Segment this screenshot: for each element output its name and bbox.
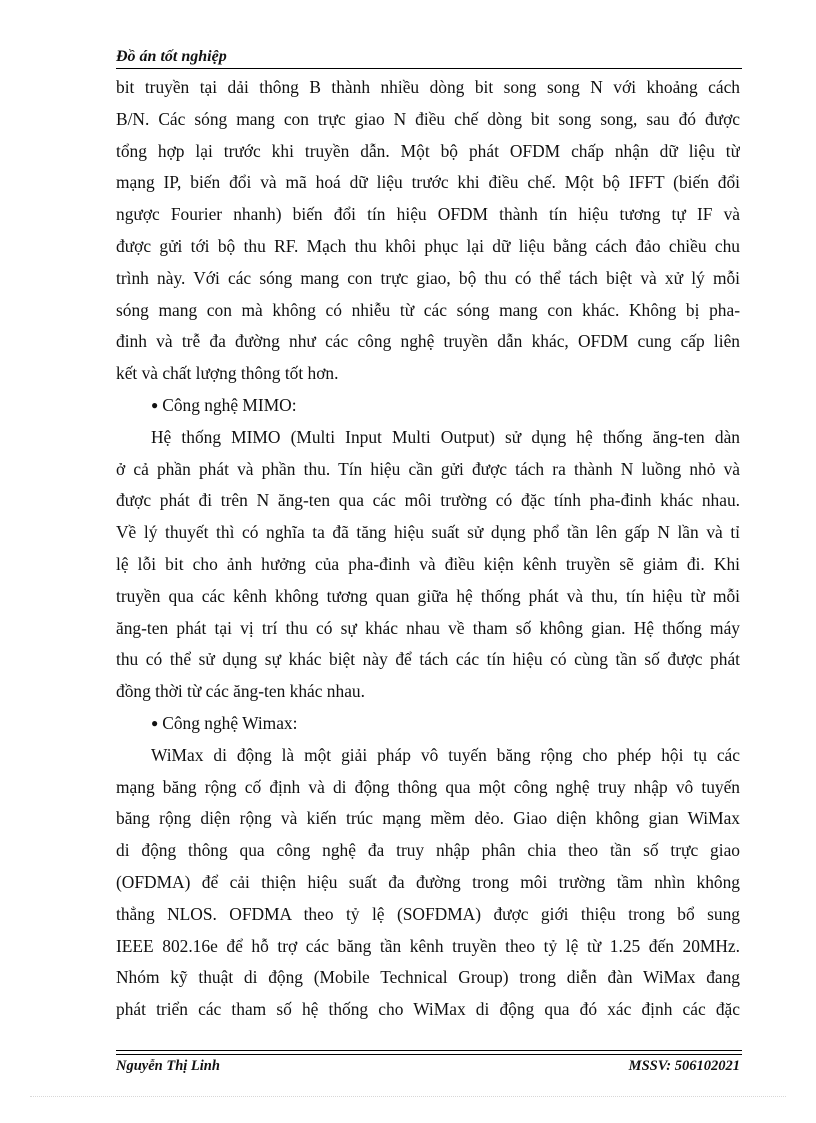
text-line: B/N. Các sóng mang con trực giao N điều chế dòng bit song song, sau đó được — [116, 108, 740, 129]
footer-author: Nguyễn Thị Linh — [116, 1058, 220, 1074]
text-line: bit truyền tại dải thông B thành nhiều dòng bit song song N với khoảng cách — [116, 77, 740, 97]
text-line: được phát đi trên N ăng-ten qua các môi trường có đặc tính pha-đinh khác nhau. — [116, 490, 740, 511]
text-line: ở cả phần phát và phần thu. Tín hiệu cần gửi được tách ra thành N luồng nhỏ và — [116, 458, 740, 479]
footer-student-id: MSSV: 506102021 — [628, 1058, 740, 1074]
text-line: ăng-ten phát tại vị trí thu có sự khác nhau về tham số không gian. Hệ thống máy — [116, 617, 740, 638]
text-line: thẳng NLOS. OFDMA theo tỷ lệ (SOFDMA) được giới thiệu trong bổ sung — [116, 903, 740, 924]
header-title: Đồ án tốt nghiệp — [116, 48, 227, 65]
text-line: sóng mang con mà không có nhiễu từ các sóng mang con khác. Không bị pha- — [116, 299, 740, 320]
page-header — [116, 47, 742, 67]
text-line: phát triển các tham số hệ thống cho WiMax di động qua đó xác định các đặc — [116, 999, 740, 1020]
text-line: mạng băng rộng cố định và di động thông qua một công nghệ truy nhập vô tuyến — [116, 776, 740, 797]
text-line: Về lý thuyết thì có nghĩa ta đã tăng hiệu suất sử dụng phổ tần lên gấp N lần và tỉ — [116, 522, 740, 543]
text-line: đinh và trễ đa đường như các công nghệ truyền dẫn khác, OFDM cung cấp liên — [116, 331, 740, 352]
text-line: băng rộng diện rộng và kiến trúc mạng mềm dẻo. Giao diện không gian WiMax — [116, 808, 740, 829]
text-line: được gửi tới bộ thu RF. Mạch thu khôi phục lại dữ liệu bằng cách đảo chiều chu — [116, 235, 740, 256]
text-line: (OFDMA) để cải thiện hiệu suất đa đường trong môi trường tầm nhìn không — [116, 871, 740, 892]
text-line: tổng hợp lại trước khi truyền dẫn. Một bộ phát OFDM chấp nhận dữ liệu từ — [116, 140, 740, 161]
footer-rule — [116, 1050, 742, 1051]
bullet-wimax — [116, 708, 740, 740]
document-body — [116, 72, 740, 1026]
text-line: Hệ thống MIMO (Multi Input Multi Output) sử dụng hệ thống ăng-ten dàn — [151, 426, 740, 447]
footer-rule — [116, 1054, 742, 1055]
text-line: di động thông qua công nghệ đa truy nhập phân chia theo tần số trực giao — [116, 840, 740, 861]
paragraph-mimo — [116, 422, 740, 708]
text-line: thu có thể sử dụng sự khác biệt này để tách các tín hiệu có cùng tần số được phát — [116, 649, 740, 670]
paragraph-ofdm — [116, 72, 740, 390]
text-line: trình này. Với các sóng mang con trực giao, bộ thu có thể tách biệt và xử lý mỗi — [116, 267, 740, 288]
bullet-dot-icon: ● — [151, 715, 159, 730]
bullet-label: Công nghệ MIMO: — [162, 394, 297, 415]
text-line: mạng IP, biến đổi và mã hoá dữ liệu trước khi điều chế. Một bộ IFFT (biến đổi — [116, 172, 740, 193]
text-line: IEEE 802.16e để hỗ trợ các băng tần kênh truyền theo tỷ lệ từ 1.25 đến 20MHz. — [116, 935, 740, 956]
bullet-dot-icon: ● — [151, 397, 159, 412]
text-line: kết và chất lượng thông tốt hơn. — [116, 363, 339, 384]
text-line: ngược Fourier nhanh) biến đổi tín hiệu OFDM thành tín hiệu tương tự IF và — [116, 204, 740, 225]
text-line: truyền qua các kênh không tương quan giữa hệ thống phát và thu, tín hiệu từ mỗi — [116, 585, 740, 606]
paragraph-wimax — [116, 740, 740, 1026]
text-line: WiMax di động là một giải pháp vô tuyến băng rộng cho phép hội tụ các — [151, 744, 740, 765]
header-rule — [116, 68, 742, 69]
text-line: đồng thời từ các ăng-ten khác nhau. — [116, 681, 365, 702]
bullet-label: Công nghệ Wimax: — [162, 712, 298, 733]
text-line: lệ lỗi bit cho ảnh hưởng của pha-đinh và điều kiện kênh truyền sẽ giảm đi. Khi — [116, 553, 740, 574]
text-line: Nhóm kỹ thuật di động (Mobile Technical Group) trong diễn đàn WiMax đang — [116, 967, 740, 988]
page-edge-divider — [30, 1096, 786, 1097]
bullet-mimo — [116, 390, 740, 422]
